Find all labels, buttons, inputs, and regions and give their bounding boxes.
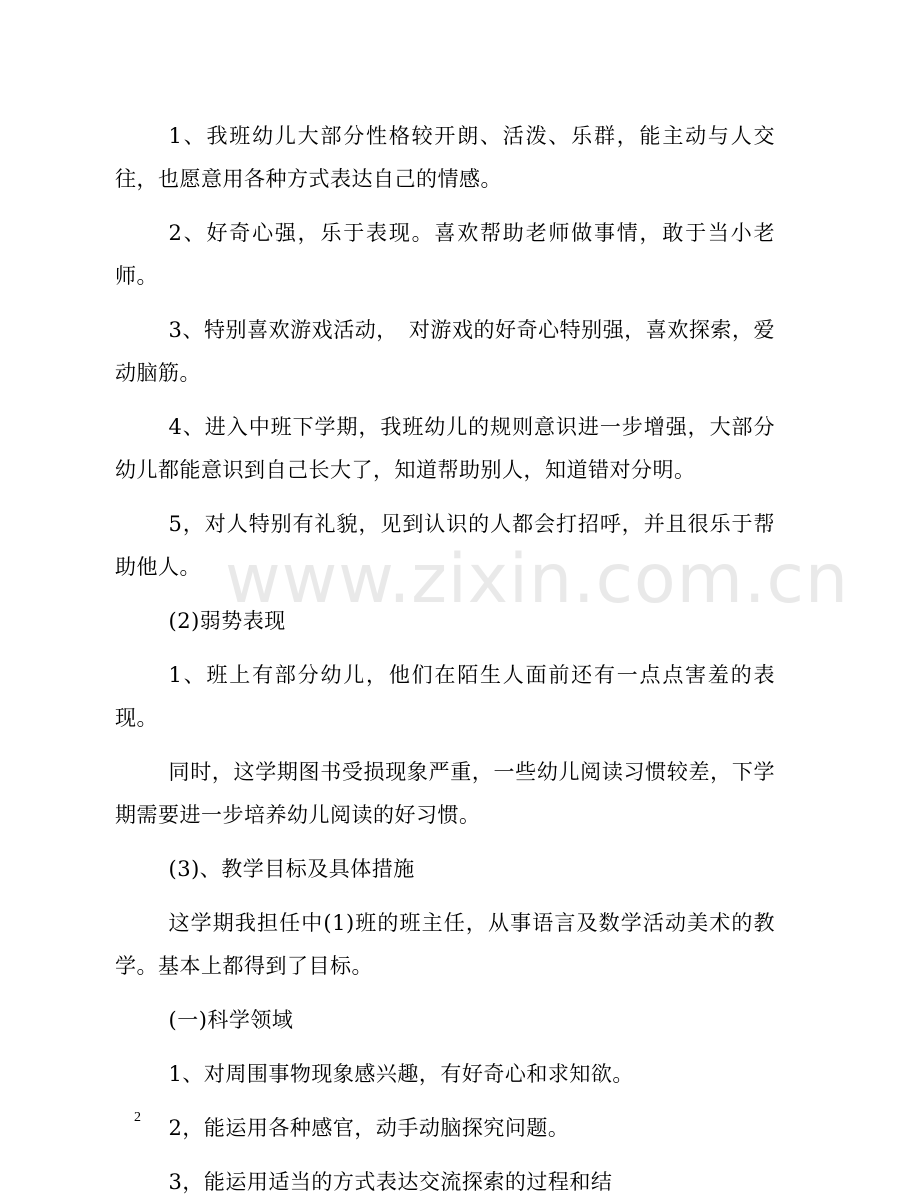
section-heading-goals: (3)、教学目标及具体措施 [168, 857, 415, 881]
paragraph-9: 1、对周围事物现象感兴趣，有好奇心和求知欲。 [168, 1062, 634, 1086]
paragraph-11: 3，能运用适当的方式表达交流探索的过程和结 [168, 1170, 613, 1194]
paragraph-4: 4、进入中班下学期，我班幼儿的规则意识进一步增强，大部分幼儿都能意识到自己长大了，知道帮助别人，知道错对分明。 [115, 415, 775, 482]
document-body [115, 115, 775, 1204]
paragraph-8: 这学期我担任中(1)班的班主任，从事语言及数学活动美术的教学。基本上都得到了目标。 [115, 911, 775, 978]
paragraph-2: 2、好奇心强，乐于表现。喜欢帮助老师做事情，敢于当小老师。 [115, 221, 775, 288]
section-heading-weaknesses: (2)弱势表现 [168, 609, 286, 633]
paragraph-7: 同时，这学期图书受损现象严重，一些幼儿阅读习惯较差，下学期需要进一步培养幼儿阅读的好习惯。 [115, 760, 775, 827]
paragraph-10: 2，能运用各种感官，动手动脑探究问题。 [168, 1116, 570, 1140]
page-number: 2 [134, 1110, 141, 1125]
watermark: www.zixin.com.cn [225, 540, 849, 619]
paragraph-5: 5，对人特别有礼貌，见到认识的人都会打招呼，并且很乐于帮助他人。 [115, 512, 775, 579]
paragraph-6: 1、班上有部分幼儿，他们在陌生人面前还有一点点害羞的表现。 [115, 663, 775, 730]
paragraph-1: 1、我班幼儿大部分性格较开朗、活泼、乐群，能主动与人交往，也愿意用各种方式表达自己的情感。 [115, 124, 775, 191]
paragraph-3: 3、特别喜欢游戏活动， 对游戏的好奇心特别强，喜欢探索，爱动脑筋。 [115, 318, 775, 385]
section-heading-science: (一)科学领域 [168, 1008, 294, 1032]
